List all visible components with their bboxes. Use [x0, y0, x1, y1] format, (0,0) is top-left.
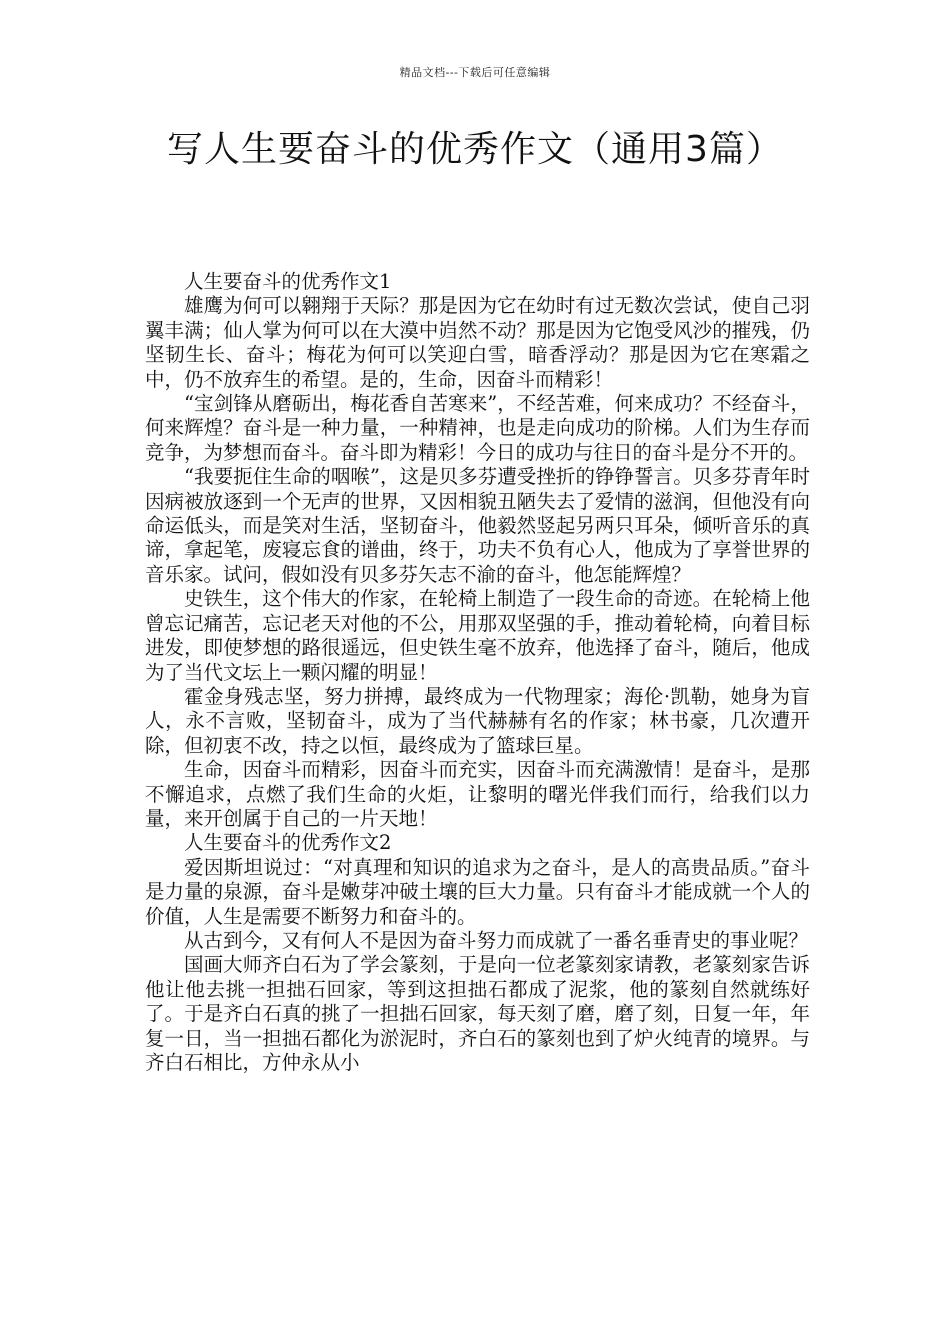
paragraph: 生命，因奋斗而精彩，因奋斗而充实，因奋斗而充满激情！是奋斗，是那不懈追求，点燃了我们生命的火炬，让黎明的曙光伴我们而行，给我们以力量，来开创属于自己的一片天地！ [145, 758, 810, 830]
paragraph: 从古到今，又有何人不是因为奋斗努力而成就了一番名垂青史的事业呢？ [184, 928, 809, 952]
paragraph: 国画大师齐白石为了学会篆刻，于是向一位老篆刻家请教，老篆刻家告诉他让他去挑一担拙石回家，等到这担拙石都成了泥浆，他的篆刻自然就练好了。于是齐白石真的挑了一担拙石回家，每天刻了磨，磨了刻，日复一年，年复一日，当一担拙石都化为淤泥时，齐白石的篆刻也到了炉火纯青的境界。与齐白石相比，方仲永从小 [145, 953, 810, 1074]
paragraph: 霍金身残志坚，努力拼搏，最终成为一代物理家；海伦·凯勒，她身为盲人，永不言败，坚韧奋斗，成为了当代赫赫有名的作家；林书豪，几次遭开除，但初衷不改，持之以恒，最终成为了篮球巨星。 [145, 684, 810, 757]
header-note: 精品文档---下载后可任意编辑 [399, 66, 551, 79]
paragraph: 史铁生，这个伟大的作家，在轮椅上制造了一段生命的奇迹。在轮椅上他曾忘记痛苦，忘记老天对他的不公，用那双坚强的手，推动着轮椅，向着目标进发，即使梦想的路很遥远，但史铁生毫不放弃，他选择了奋斗，随后，他成为了当代文坛上一颗闪耀的明显！ [145, 587, 810, 684]
section-heading: 人生要奋斗的优秀作文1 [184, 270, 392, 293]
page-title: 写人生要奋斗的优秀作文（通用3篇） [167, 129, 783, 170]
paragraph: “宝剑锋从磨砺出，梅花香自苦寒来”，不经苦难，何来成功？不经奋斗，何来辉煌？奋斗是一种力量，一种精神，也是走向成功的阶梯。人们为生存而竞争，为梦想而奋斗。奋斗即为精彩！今日的成功与往日的奋斗是分不开的。 [145, 392, 810, 464]
paragraph: 爱因斯坦说过：“对真理和知识的追求为之奋斗，是人的高贵品质。”奋斗是力量的泉源，奋斗是嫩芽冲破土壤的巨大力量。只有奋斗才能成就一个人的价值，人生是需要不断努力和奋斗的。 [145, 855, 810, 928]
document-body [145, 270, 810, 1075]
section-heading: 人生要奋斗的优秀作文2 [184, 831, 392, 855]
paragraph: “我要扼住生命的咽喉”，这是贝多芬遭受挫折的铮铮誓言。贝多芬青年时因病被放逐到一个无声的世界，又因相貌丑陋失去了爱情的滋润，但他没有向命运低头，而是笑对生活，坚韧奋斗，他毅然竖起另两只耳朵，倾听音乐的真谛，拿起笔，废寝忘食的谱曲，终于，功夫不负有心人，他成为了享誉世界的音乐家。试问，假如没有贝多芬矢志不渝的奋斗，他怎能辉煌？ [145, 465, 810, 586]
paragraph: 雄鹰为何可以翱翔于天际？那是因为它在幼时有过无数次尝试，使自己羽翼丰满；仙人掌为何可以在大漠中岿然不动？那是因为它饱受风沙的摧残，仍坚韧生长、奋斗；梅花为何可以笑迎白雪，暗香浮动？那是因为它在寒霜之中，仍不放弃生的希望。是的，生命，因奋斗而精彩！ [145, 294, 810, 391]
